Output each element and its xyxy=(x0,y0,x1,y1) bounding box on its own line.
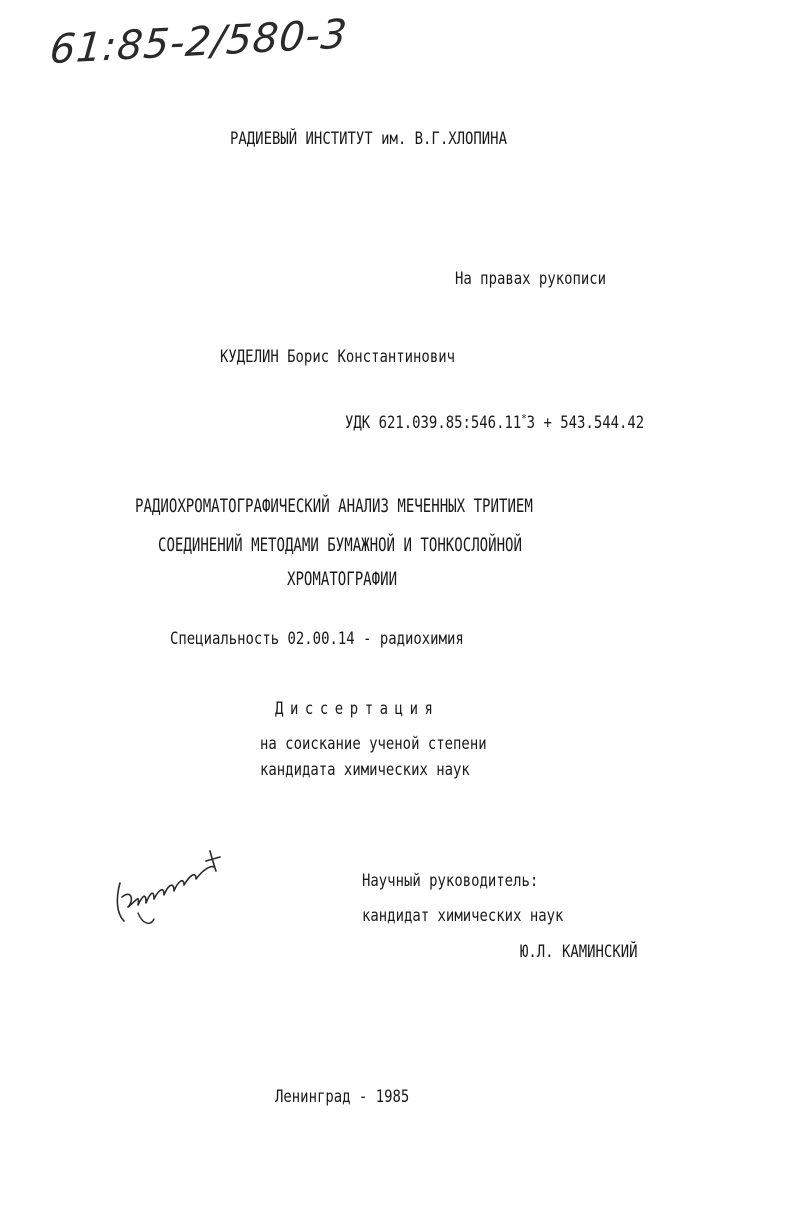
institute-name xyxy=(230,128,568,150)
advisor-name-text: Ю.Л. КАМИНСКИЙ xyxy=(520,942,638,962)
title-line-1-text: РАДИОХРОМАТОГРАФИЧЕСКИЙ АНАЛИЗ МЕЧЕННЫХ ТРИТИЕМ xyxy=(135,495,533,517)
title-line-2-text: СОЕДИНЕНИЙ МЕТОДАМИ БУМАЖНОЙ И ТОНКОСЛОЙНОЙ xyxy=(158,534,522,556)
handwritten-signature xyxy=(110,835,230,935)
title-line-3-text: ХРОМАТОГРАФИИ xyxy=(287,568,398,590)
specialty-text: Специальность 02.00.14 - радиохимия xyxy=(170,629,464,649)
manuscript-note xyxy=(455,268,639,290)
advisor-label-text: Научный руководитель: xyxy=(362,871,539,891)
udc-prefix: УДК 621.039.85:546.11 xyxy=(345,413,522,433)
doc-type-text: Диссертация xyxy=(275,699,440,719)
author-name xyxy=(220,346,507,368)
title-line-1 xyxy=(135,494,673,518)
doc-type xyxy=(275,698,476,720)
udc-code-text xyxy=(345,408,644,434)
advisor-label xyxy=(362,870,577,892)
degree-line-1-text: на соискание ученой степени xyxy=(260,734,487,754)
udc-code xyxy=(345,408,710,434)
title-line-3 xyxy=(287,567,436,591)
institute-name-text: РАДИЕВЫЙ ИНСТИТУТ им. В.Г.ХЛОПИНА xyxy=(230,129,507,149)
advisor-name xyxy=(520,941,663,963)
udc-sup: * xyxy=(521,412,527,425)
author-name-text: КУДЕЛИН Борис Константинович xyxy=(220,347,455,367)
title-line-2 xyxy=(158,533,650,557)
place-year xyxy=(275,1086,439,1108)
manuscript-note-text: На правах рукописи xyxy=(455,269,607,289)
advisor-degree xyxy=(362,905,608,927)
specialty xyxy=(170,628,528,650)
place-year-text: Ленинград - 1985 xyxy=(275,1087,410,1107)
udc-suffix: 3 + 543.544.42 xyxy=(526,413,645,433)
archive-number: 61:85-2/580-3 xyxy=(47,11,350,74)
degree-line-1 xyxy=(260,733,536,755)
advisor-degree-text: кандидат химических наук xyxy=(362,906,564,926)
degree-line-2 xyxy=(260,759,516,781)
degree-line-2-text: кандидата химических наук xyxy=(260,760,470,780)
